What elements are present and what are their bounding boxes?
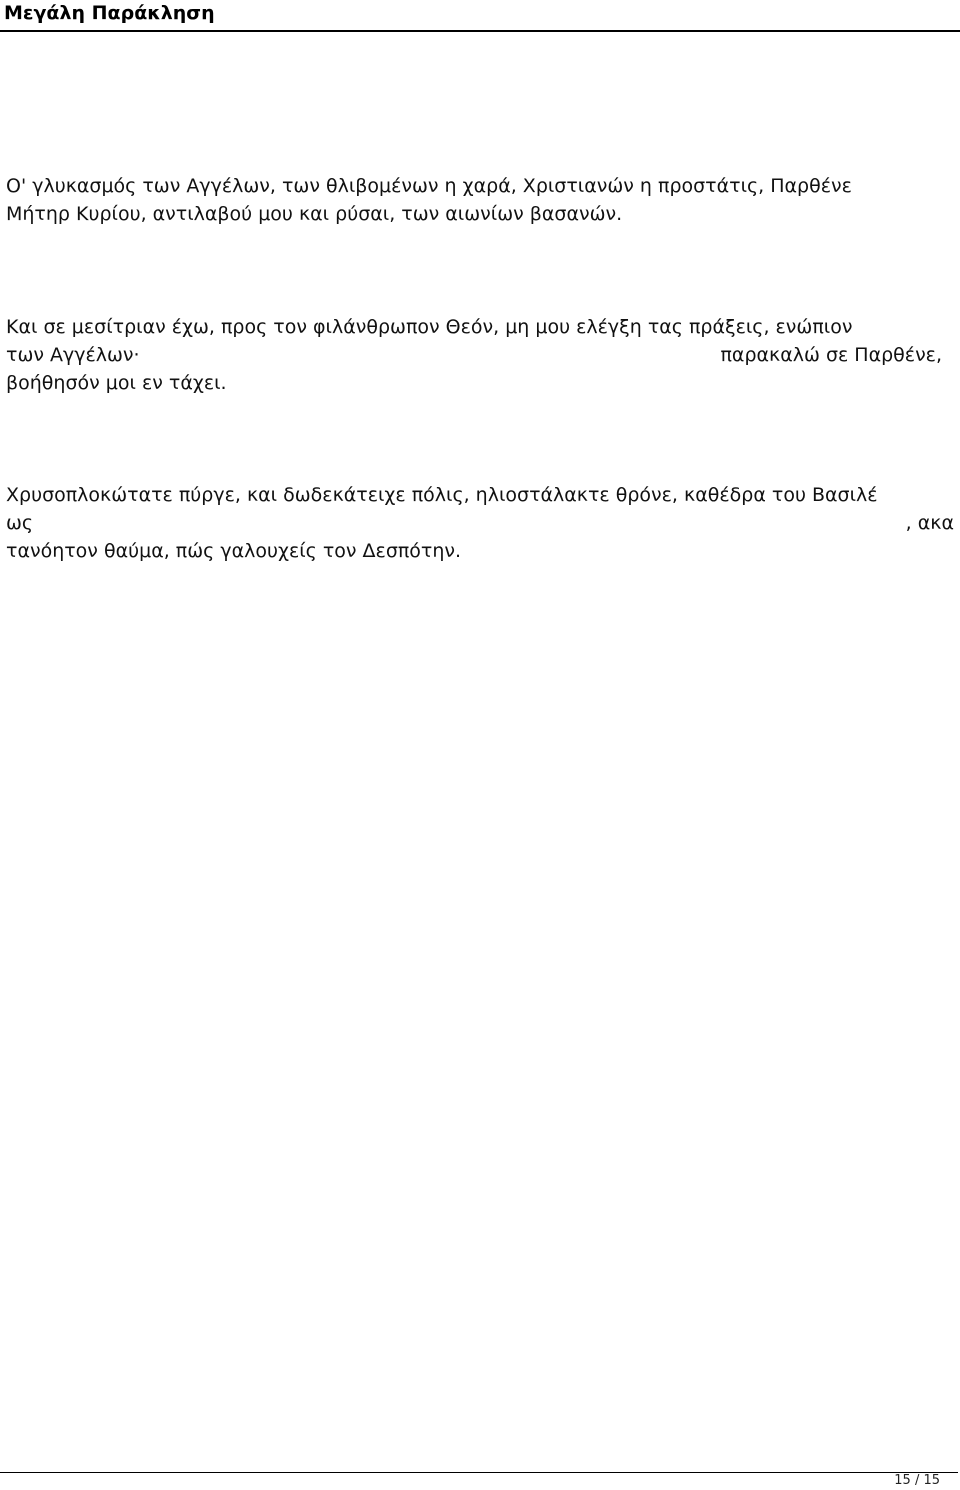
page-number: 15 / 15 (894, 1473, 940, 1488)
paragraph-2-line-2: των Αγγέλων· (6, 344, 140, 366)
paragraph-2-line-3: βοήθησόν μοι εν τάχει. (6, 372, 227, 394)
paragraph-3-line-2: ως (6, 512, 34, 534)
paragraph-2-line-2-right: παρακαλώ σε Παρθένε, (720, 344, 942, 366)
paragraph-3-line-2-right: , ακα (905, 512, 954, 534)
paragraph-3-line-3: τανόητον θαύμα, πώς γαλουχείς τον Δεσπότην. (6, 540, 462, 562)
paragraph-2-line-1: Και σε μεσίτριαν έχω, προς τον φιλάνθρωπον Θεόν, μη μου ελέγξη τας πράξεις, ενώπιον (6, 316, 853, 338)
document-title: Μεγάλη Παράκληση (4, 2, 215, 24)
footer-rule (0, 1472, 958, 1473)
paragraph-1-line-1: Ο' γλυκασμός των Αγγέλων, των θλιβομένων η χαρά, Χριστιανών η προστάτις, Παρθένε (6, 175, 852, 197)
page-header (0, 0, 960, 32)
paragraph-1-line-2: Μήτηρ Κυρίου, αντιλαβού μου και ρύσαι, των αιωνίων βασανών. (6, 203, 623, 225)
paragraph-3-line-1: Χρυσοπλοκώτατε πύργε, και δωδεκάτειχε πόλις, ηλιοστάλακτε θρόνε, καθέδρα του Βασιλέ (6, 484, 878, 506)
